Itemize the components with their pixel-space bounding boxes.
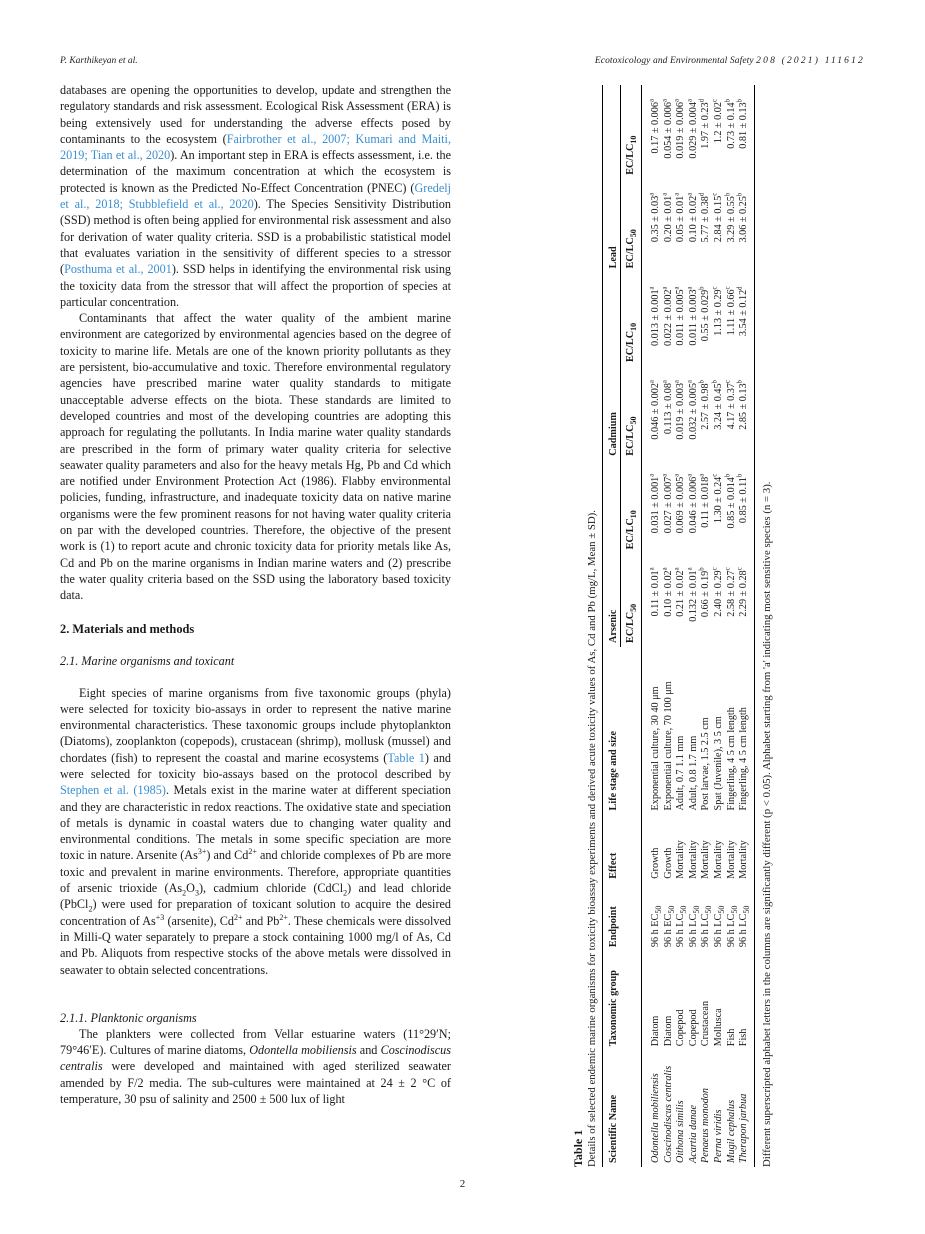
cell-pb-ec50: 0.20 ± 0.01$^a$: [661, 192, 674, 243]
table-row: [642, 85, 663, 1167]
cell-as-ec10: 0.85 ± 0.014$^b$: [724, 473, 737, 529]
running-head-authors: P. Karthikeyan et al.: [60, 56, 138, 66]
cell-taxonomic-group: Crustacean: [700, 1000, 712, 1047]
cell-pb-ec10: 0.029 ± 0.004$^a$: [686, 99, 699, 159]
left-text-column: [60, 82, 451, 1107]
subsection-heading-marine-organisms: 2.1. Marine organisms and toxicant: [60, 653, 235, 668]
paragraph-species-selection: Eight species of marine organisms from five taxonomic groups (phyla) were selected for toxicity bio-assays in order to represent the native marine environmental characteristics. These taxonomic groups include phytoplankton (Diatoms), zooplankton (copepods), crustacean (shrimp), mollusk (mussel) and chordates (fish) to represent the coastal and marine ecosystems (Table 1) and were selected for toxicity bio-assays based on the protocol described by Stephen et al. (1985). Metals exist in the marine water at different speciation and they are characteristic in redox reactions. The oxidative state and speciation of metals is dynamic in coastal waters due to changing water quality and environmental conditions. The metals in some specific speciation are more toxic in nature. Arsenite $(As^{3+})$ and $Cd^{2+}$ and chloride complexes of Pb are more toxic and prevalent in marine environments. Therefore, appropriate quantities of arsenic trioxide $(As_2O_3)$, cadmium chloride (CdCl$_2$) and lead chloride (PbCl$_2$) were used for preparation of toxicant solution to acquire the desired concentration of $As^{+3}$ (arsenite), $Cd^{2+}$ and $Pb^{2+}$. These chemicals were dissolved in Milli-Q water separately to prepare a stock containing 1000 mg/l of As, Cd and Pb. Aliquots from respective stocks of the above metals were dissolved in seawater to obtain selected concentrations.: [60, 685, 452, 977]
cell-cd-ec10: 1.11 ± 0.66$^c$: [724, 286, 737, 336]
cell-effect: Mortality: [725, 840, 737, 879]
cell-endpoint: 96 h $LC_{50}$: [687, 905, 701, 948]
header-as-ec10: $EC/LC_{10}$: [621, 460, 642, 554]
cell-pb-ec10: 0.054 ± 0.006$^a$: [661, 99, 674, 159]
cell-as-ec50: 0.11 ± 0.01$^a$: [648, 567, 661, 617]
header-endpoint: Endpoint: [603, 883, 621, 951]
cell-pb-ec50: 3.06 ± 0.25$^b$: [738, 179, 754, 273]
cell-pb-ec50: 5.77 ± 0.38$^d$: [698, 192, 712, 243]
section-heading-materials-methods: 2. Materials and methods: [60, 621, 195, 636]
citation-link[interactable]: Posthuma et al., 2001: [64, 262, 172, 277]
cell-endpoint: 96 h $LC_{50}$: [712, 905, 726, 948]
cell-scientific-name: Acartia danae: [687, 1104, 699, 1163]
cell-life-stage: Fingerling, 4 5 cm length: [738, 647, 754, 814]
journal-name: Ecotoxicology and Environmental Safety: [594, 56, 757, 66]
cell-as-ec10: 0.027 ± 0.007$^a$: [661, 473, 674, 534]
header-effect: Effect: [603, 814, 621, 882]
cell-as-ec50: 2.58 ± 0.27$^c$: [724, 567, 737, 617]
cell-effect: Mortality: [675, 840, 687, 879]
citation-link[interactable]: Table 1: [387, 750, 425, 765]
table-body: [642, 85, 755, 1167]
cell-life-stage: Fingerling, 4 5 cm length: [725, 707, 737, 811]
cell-cd-ec50: 2.57 ± 0.98$^b$: [698, 380, 712, 430]
cell-as-ec50: 0.10 ± 0.02$^a$: [661, 567, 674, 617]
cell-effect: Mortality: [687, 840, 699, 879]
cell-cd-ec50: 0.046 ± 0.002$^a$: [648, 380, 661, 440]
cell-life-stage: Exponential culture, 30 40 μm: [650, 686, 661, 811]
cell-effect: Growth: [650, 847, 661, 879]
cell-as-ec50: 2.29 ± 0.28$^c$: [738, 553, 754, 647]
cell-scientific-name: Mugil cephalus: [725, 1099, 737, 1163]
cell-pb-ec10: 0.73 ± 0.14$^b$: [724, 99, 737, 149]
table-row: [738, 85, 754, 1167]
cell-cd-ec50: 0.032 ± 0.005$^a$: [686, 380, 699, 440]
cell-pb-ec50: 0.05 ± 0.01$^a$: [673, 192, 687, 243]
cell-effect: Mortality: [712, 840, 724, 879]
cell-as-ec50: 0.66 ± 0.19$^b$: [698, 567, 712, 618]
cell-cd-ec10: 0.011 ± 0.005$^a$: [673, 286, 687, 346]
cell-cd-ec50: 4.17 ± 0.37$^c$: [724, 380, 737, 430]
header-life-stage: Life stage and size: [603, 647, 621, 814]
cell-endpoint: 96 h $EC_{50}$: [662, 905, 676, 948]
cell-pb-ec50: 3.29 ± 0.55$^b$: [724, 192, 737, 243]
table-row: [688, 85, 701, 1167]
header-taxonomic-group: Taxonomic group: [603, 951, 621, 1050]
table-1-rotated: [568, 85, 792, 1167]
running-head-journal: [595, 56, 865, 66]
cell-as-ec50: 0.21 ± 0.02$^a$: [673, 567, 687, 617]
cell-taxonomic-group: Diatom: [650, 1015, 661, 1047]
cell-life-stage: Post larvae, 1.5 2.5 cm: [700, 717, 712, 811]
cell-cd-ec10: 0.022 ± 0.002$^a$: [661, 286, 674, 346]
cell-pb-ec50: 0.35 ± 0.03$^a$: [648, 192, 661, 243]
cell-life-stage: Adult, 0.7 1.1 mm: [675, 735, 687, 811]
table-row: [675, 85, 688, 1167]
cell-cd-ec10: 3.54 ± 0.12$^d$: [738, 272, 754, 366]
cell-cd-ec50: 2.85 ± 0.13$^b$: [738, 366, 754, 460]
cell-endpoint: 96 h $LC_{50}$: [700, 905, 714, 948]
cell-endpoint: 96 h $LC_{50}$: [725, 905, 739, 948]
cell-cd-ec50: 3.24 ± 0.45$^b$: [711, 380, 724, 430]
cell-as-ec10: 0.069 ± 0.005$^a$: [673, 473, 687, 534]
table-caption: Details of selected endemic marine organisms for toxicity bioassay experiments and derived acute toxicity values of As, Cd and Pb (mg/L, Mean ± SD).: [586, 510, 598, 1167]
header-cd-ec10: $EC/LC_{10}$: [621, 272, 642, 366]
table-row: [663, 85, 676, 1167]
cell-life-stage: Spat (Juvenile), 3 5 cm: [712, 716, 724, 811]
subsection-heading-planktonic: 2.1.1. Planktonic organisms: [60, 1010, 197, 1025]
cell-cd-ec10: 1.13 ± 0.29$^c$: [711, 286, 724, 336]
header-lead: Lead: [603, 85, 621, 272]
header-as-ec50: $EC/LC_{50}$: [621, 553, 642, 647]
cell-effect: Mortality: [700, 840, 712, 879]
cell-as-ec10: 0.031 ± 0.001$^a$: [648, 473, 661, 534]
citation-link[interactable]: Fairbrother et al., 2007; Kumari and Maiti, 2019; Tian et al., 2020: [60, 131, 451, 163]
cell-taxonomic-group: Copepod: [687, 1009, 699, 1047]
cell-cd-ec10: 0.55 ± 0.029$^b$: [698, 286, 712, 342]
header-cd-ec50: $EC/LC_{50}$: [621, 366, 642, 460]
header-arsenic: Arsenic: [603, 460, 621, 647]
citation-link[interactable]: Gredelj et al., 2018; Stubblefield et al., 2020: [60, 180, 451, 212]
cell-as-ec50: 2.40 ± 0.29$^c$: [711, 567, 724, 617]
cell-as-ec10: 0.85 ± 0.11$^b$: [738, 460, 754, 554]
citation-link[interactable]: Stephen et al. (1985): [60, 783, 166, 798]
cell-scientific-name: Odontella mobiliensis: [650, 1073, 661, 1163]
cell-scientific-name: Coscinodiscus centralis: [662, 1065, 674, 1163]
paragraph-contaminants: Contaminants that affect the water quality of the ambient marine environment are categorized by environmental agencies based on the degree of toxicity to marine life. Metals are one of the known priority pollutants as they are persistent, bio-accumulative and toxic. Therefore environmental regulatory agencies have prescribed marine water quality standards to mitigate unacceptable adverse effects on the biota. These standards are limited to developed countries and most of the developing countries are adopting this approach for regulating the pollutants. In India marine water quality standards are prescribed in the form of primary water quality criteria for selective seawater quality parameters and also for the heavy metals Hg, Pb and Cd which are notified under Environment Protection Act (1986). Flabby environmental policies, funding, infrastructure, and inadequate toxicity data on native marine organisms were the few prominent reasons for not having water quality criteria on par with the developed countries. Therefore, the objective of the present work is (1) to report acute and chronic toxicity data for priority metals like As, Cd and Pb on the marine organisms in Indian marine waters and (2) prescribe the water quality criteria based on the SSD using the laboratory based toxicity data.: [60, 311, 451, 603]
cell-endpoint: 96 h $LC_{50}$: [738, 883, 754, 951]
cell-as-ec10: 0.11 ± 0.018$^a$: [698, 473, 712, 528]
cell-cd-ec10: 0.011 ± 0.003$^a$: [686, 286, 699, 346]
header-scientific-name: Scientific Name: [603, 1050, 621, 1167]
cell-effect: Growth: [662, 847, 674, 879]
cell-scientific-name: Therapon jarbua: [738, 1050, 754, 1167]
volume-info: 208 (2021) 111612: [756, 56, 865, 66]
cell-scientific-name: Oithona similis: [675, 1100, 687, 1163]
cell-life-stage: Adult, 0.8 1.7 mm: [687, 735, 699, 811]
cell-pb-ec10: 1.2 ± 0.02$^c$: [711, 99, 724, 144]
cell-taxonomic-group: Fish: [725, 1028, 737, 1047]
header-pb-ec50: $EC/LC_{50}$: [621, 179, 642, 273]
paragraph-plankters: The plankters were collected from Vellar estuarine waters (11°29′N; 79°46′E). Cultures of marine diatoms, Odontella mobiliensis and Coscinodiscus centralis were developed and maintained with aged sterilized seawater amended by F/2 media. The sub-cultures were maintained at 24 ± 2 °C of temperature, 30 psu of salinity and 2500 ± 500 lux of light: [60, 1026, 451, 1107]
header-pb-ec10: $EC/LC_{10}$: [621, 85, 642, 179]
table-row: [713, 85, 726, 1167]
cell-life-stage: Exponential culture, 70 100 μm: [662, 681, 674, 811]
table-label: Table 1: [571, 1129, 585, 1167]
header-cadmium: Cadmium: [603, 272, 621, 459]
cell-scientific-name: Perna viridis: [712, 1109, 724, 1163]
cell-pb-ec50: 2.84 ± 0.15$^c$: [711, 192, 724, 243]
cell-cd-ec50: 0.113 ± 0.08$^a$: [661, 380, 674, 435]
paragraph-era: databases are opening the opportunities to develop, update and strengthen the regulatory standards and risk assessment. Ecological Risk Assessment (ERA) is being extensively used for understanding the adverse effects posed by contaminants to the ecosystem (Fairbrother et al., 2007; Kumari and Maiti, 2019; Tian et al., 2020). An important step in ERA is effects assessment, i.e. the determination of the maximum concentration at which the ecosystem is protected is known as the Predicted No-Effect Concentration (PNEC) (Gredelj et al., 2018; Stubblefield et al., 2020). The Species Sensitivity Distribution (SSD) method is often being applied for environmental risk assessment and also for derivation of water quality criteria. SSD is a probabilistic statistical model that evaluates variation in the sensitivity of different species to a stressor (Posthuma et al., 2001). SSD helps in identifying the environmental risk using the toxicity data from the stressor that will affect the proportion of species at particular concentration.: [60, 83, 452, 309]
cell-cd-ec50: 0.019 ± 0.003$^a$: [673, 380, 687, 440]
cell-taxonomic-group: Diatom: [662, 1015, 674, 1047]
table-footnote: Different superscripted alphabet letters in the columns are significantly different (p < 0.05). Alphabet starting from 'a' indicating most sensitive species (n = 3).: [760, 481, 773, 1167]
cell-as-ec10: 1.30 ± 0.24$^c$: [711, 473, 724, 524]
table-row: [726, 85, 739, 1167]
cell-taxonomic-group: Copepod: [675, 1009, 687, 1047]
cell-scientific-name: Penaeus monodon: [700, 1088, 712, 1163]
cell-cd-ec10: 0.013 ± 0.001$^a$: [648, 286, 661, 346]
cell-as-ec50: 0.132 ± 0.01$^a$: [686, 567, 699, 622]
cell-taxonomic-group: Fish: [738, 951, 754, 1050]
cell-pb-ec10: 0.17 ± 0.006$^a$: [648, 99, 661, 154]
cell-pb-ec10: 1.97 ± 0.23$^d$: [698, 99, 712, 149]
cell-pb-ec50: 0.10 ± 0.02$^a$: [686, 192, 699, 243]
cell-pb-ec10: 0.019 ± 0.006$^a$: [673, 99, 687, 159]
toxicity-table: [602, 85, 755, 1167]
cell-as-ec10: 0.046 ± 0.006$^a$: [686, 473, 699, 534]
cell-effect: Mortality: [738, 814, 754, 882]
cell-endpoint: 96 h $EC_{50}$: [650, 905, 664, 948]
cell-endpoint: 96 h $LC_{50}$: [675, 905, 689, 948]
cell-pb-ec10: 0.81 ± 0.13$^b$: [738, 85, 754, 179]
page-number: 2: [459, 1178, 466, 1190]
table-row: [700, 85, 713, 1167]
cell-taxonomic-group: Mollusca: [712, 1008, 724, 1047]
